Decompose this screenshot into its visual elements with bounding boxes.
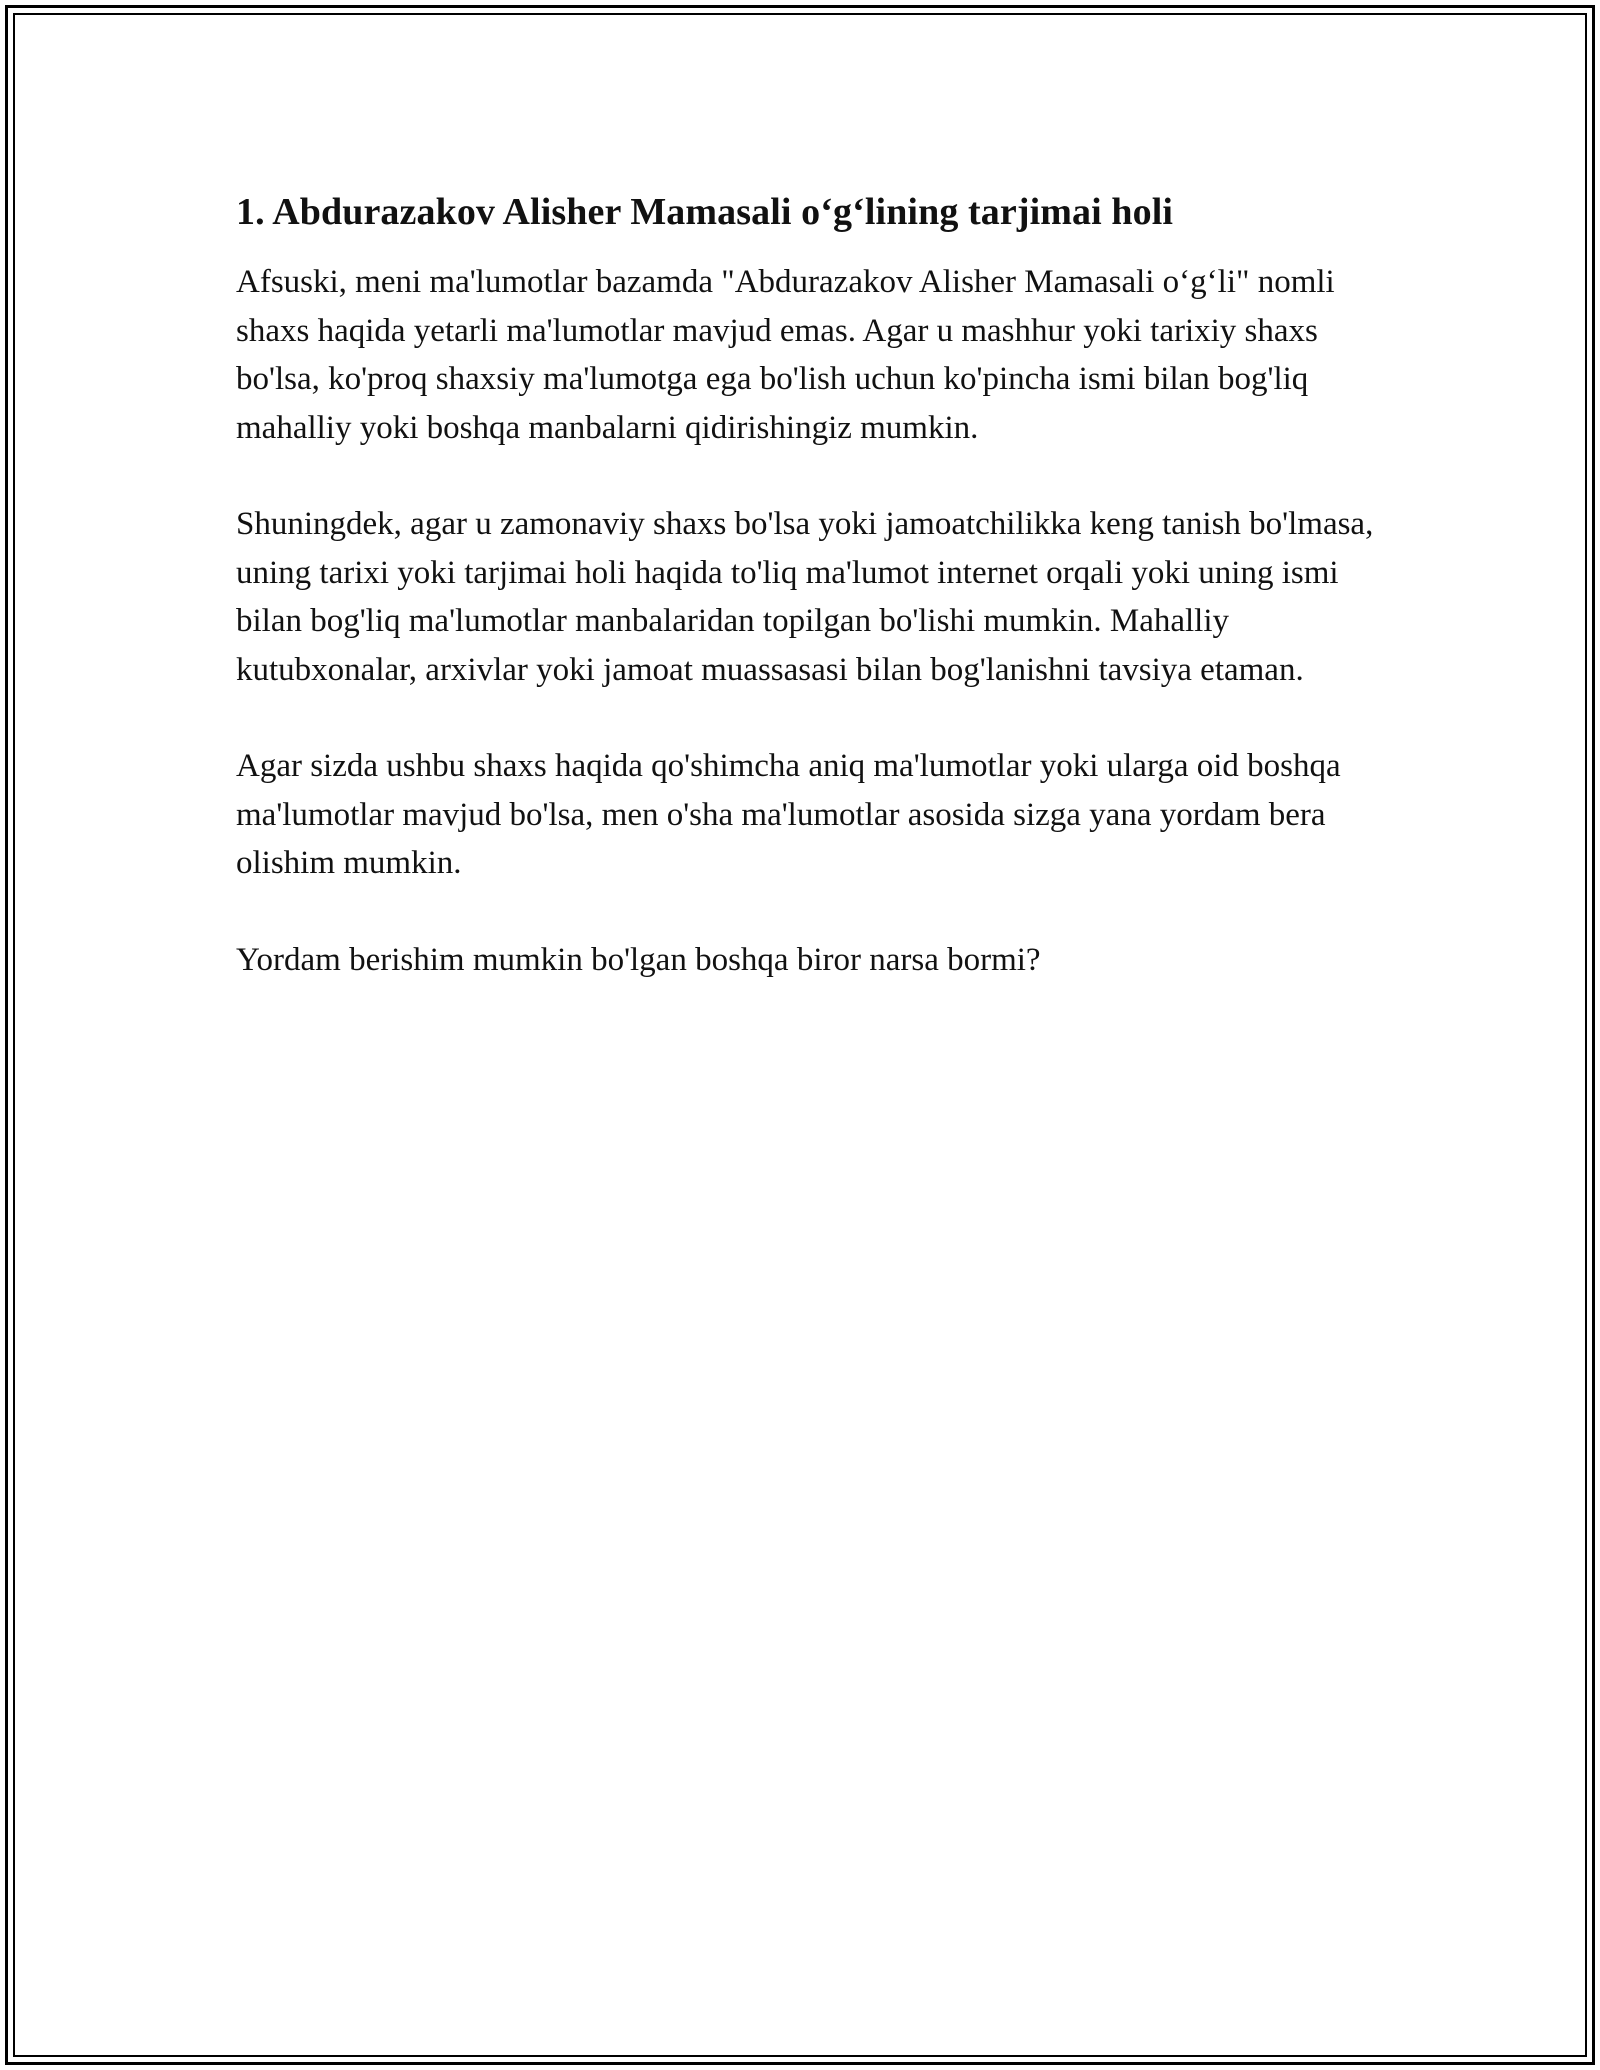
paragraph-2: Shuningdek, agar u zamonaviy shaxs bo'lsa yoki jamoatchilikka keng tanish bo'lmasa, uning tarixi yoki tarjimai holi haqida to'liq ma'lumot internet orqali yoki uning ismi bilan bog'liq ma'lumotlar manbalaridan topilgan bo'lishi mumkin. Mahalliy kutubxonalar, arxivlar yoki jamoat muassasasi bilan bog'lanishni tavsiya etaman. <box>236 506 1374 688</box>
paragraph-1: Afsuski, meni ma'lumotlar bazamda "Abdurazakov Alisher Mamasali o‘g‘li" nomli shaxs haqida yetarli ma'lumotlar mavjud emas. Agar u mashhur yoki tarixiy shaxs bo'lsa, ko'proq shaxsiy ma'lumotga ega bo'lish uchun ko'pincha ismi bilan bog'liq mahalliy yoki boshqa manbalarni qidirishingiz mumkin. <box>236 264 1335 446</box>
document-body <box>236 188 1386 1032</box>
paragraph-3: Agar sizda ushbu shaxs haqida qo'shimcha aniq ma'lumotlar yoki ularga oid boshqa ma'lumotlar mavjud bo'lsa, men o'sha ma'lumotlar asosida sizga yana yordam bera olishim mumkin. <box>236 748 1341 881</box>
document-title: 1. Abdurazakov Alisher Mamasali o‘g‘lining tarjimai holi <box>236 191 1174 233</box>
paragraph-4: Yordam berishim mumkin bo'lgan boshqa biror narsa bormi? <box>236 941 1041 978</box>
